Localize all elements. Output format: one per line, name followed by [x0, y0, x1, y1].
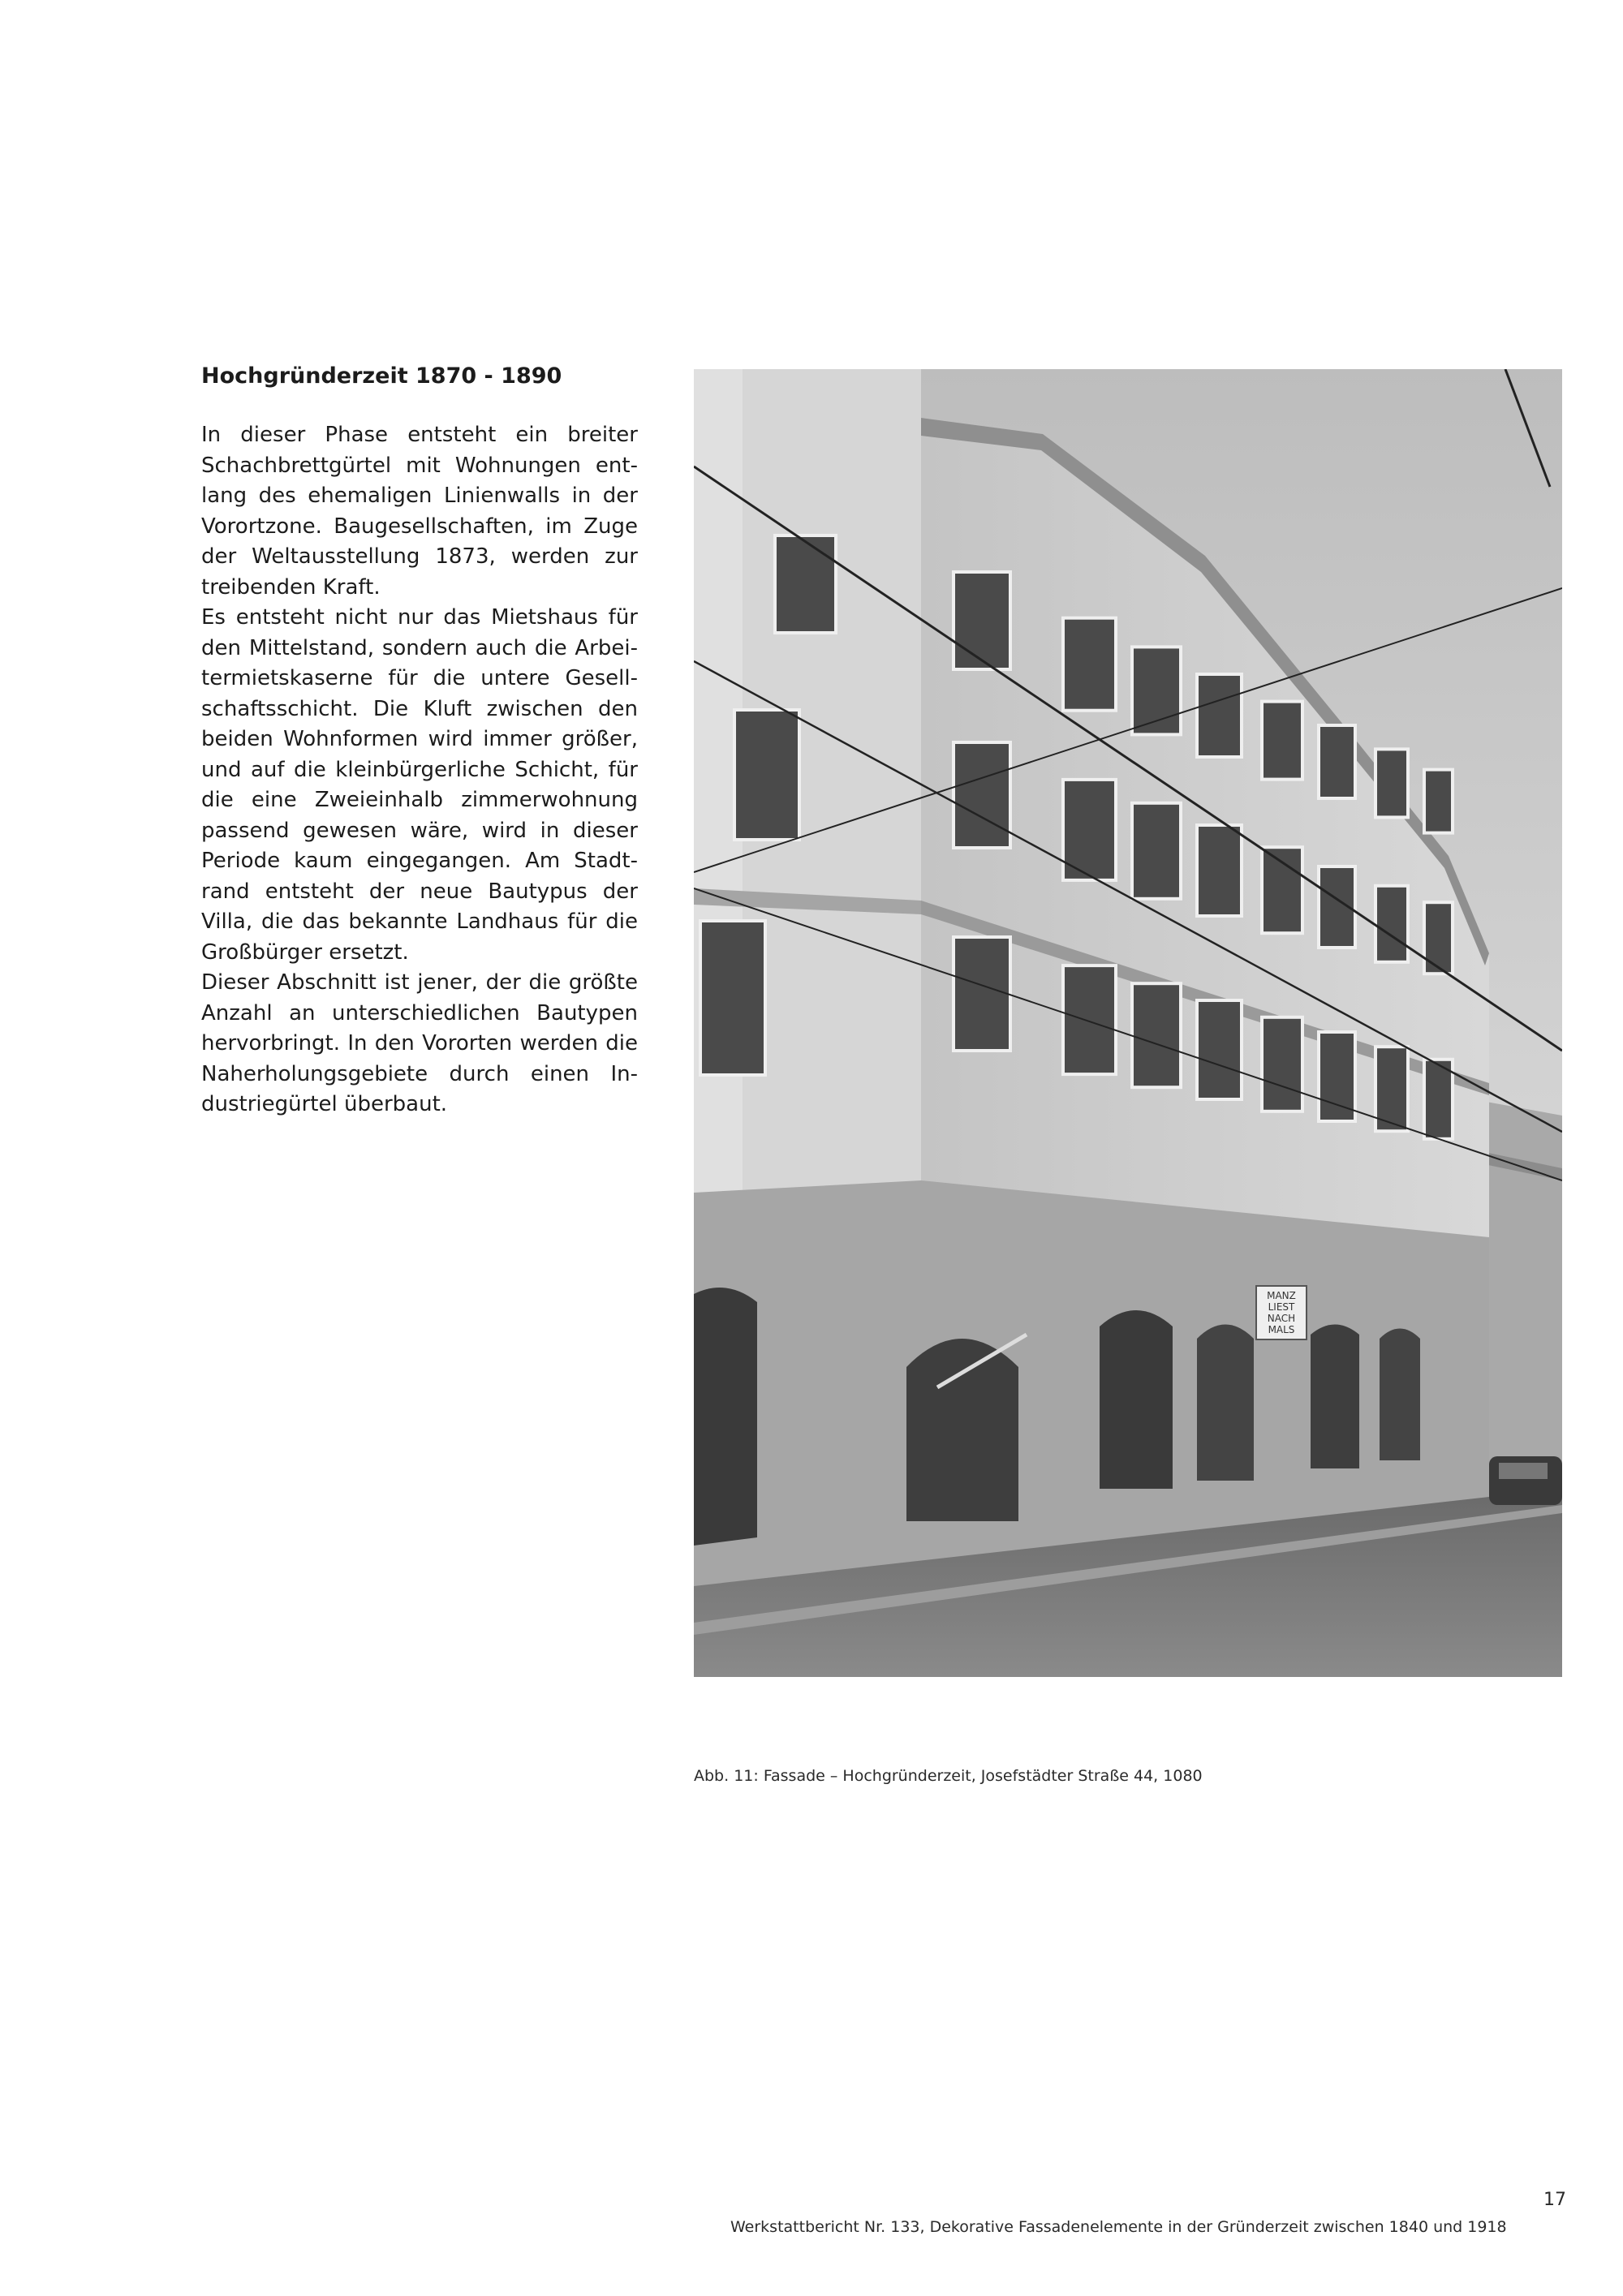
body-text	[201, 420, 638, 1120]
photo-window	[954, 742, 1010, 848]
section-heading: Hochgründerzeit 1870 - 1890	[201, 363, 562, 389]
photo-window	[1424, 902, 1453, 974]
photo-window	[1262, 1017, 1302, 1111]
photo-window	[1197, 674, 1242, 757]
page-footer: Werkstattbericht Nr. 133, Dekorative Fassadenelemente in der Gründerzeit zwischen 1840 und 1918	[730, 2218, 1507, 2236]
shop-sign-line-3: NACH	[1267, 1313, 1296, 1324]
photo-window	[1375, 886, 1408, 962]
facade-photo	[694, 369, 1562, 1677]
photo-window	[1424, 770, 1453, 833]
figure-caption: Abb. 11: Fassade – Hochgründerzeit, Josefstädter Straße 44, 1080	[694, 1767, 1203, 1785]
photo-window	[700, 921, 765, 1075]
photo-window	[1262, 847, 1302, 933]
photo-window	[1132, 803, 1181, 899]
shop-sign-line-4: MALS	[1268, 1324, 1295, 1335]
photo-window	[1375, 749, 1408, 817]
photo-window	[1063, 965, 1116, 1074]
paragraph-2: Es entsteht nicht nur das Mietshaus für den Mittelstand, sondern auch die Arbeitermietskaserne für die untere Gesellschaftsschicht. Die Kluft zwischen den beiden Wohnformen wird immer größer, und auf die kleinbürgerliche Schicht, für die eine Zweieinhalb zimmerwohnung passend gewesen wäre, wird in dieser Periode kaum eingegangen. Am Stadtrand entsteht der neue Bautypus der Villa, die das bekannte Landhaus für die Großbürger ersetzt.	[201, 605, 638, 965]
photo-window	[1262, 702, 1302, 780]
photo-window	[954, 937, 1010, 1051]
shop-sign-line-1: MANZ	[1267, 1290, 1296, 1301]
photo-window	[775, 535, 836, 633]
shop-sign-line-2: LIEST	[1268, 1301, 1295, 1313]
photo-window	[954, 572, 1010, 669]
photo-window	[1197, 1000, 1242, 1099]
paragraph-3: Dieser Abschnitt ist jener, der die größte Anzahl an unterschiedlichen Bautypen hervorbringt. In den Vororten werden die Naherholungsgebiete durch einen Industriegürtel überbaut.	[201, 970, 638, 1116]
photo-window	[1197, 825, 1242, 916]
photo-window	[1063, 618, 1116, 711]
photo-window	[1132, 983, 1181, 1087]
facade-photo-drawing	[694, 369, 1562, 1677]
photo-window	[1319, 1032, 1355, 1121]
photo-window	[734, 710, 799, 840]
paragraph-1: In dieser Phase entsteht ein breiter Schachbrettgürtel mit Wohnungen entlang des ehemaligen Linienwalls in der Vorortzone. Baugesellschaften, im Zuge der Weltausstellung 1873, werden zur treibenden Kraft.	[201, 423, 638, 600]
photo-window	[1424, 1060, 1453, 1139]
page-number: 17	[1543, 2190, 1566, 2210]
photo-window	[1319, 725, 1355, 798]
